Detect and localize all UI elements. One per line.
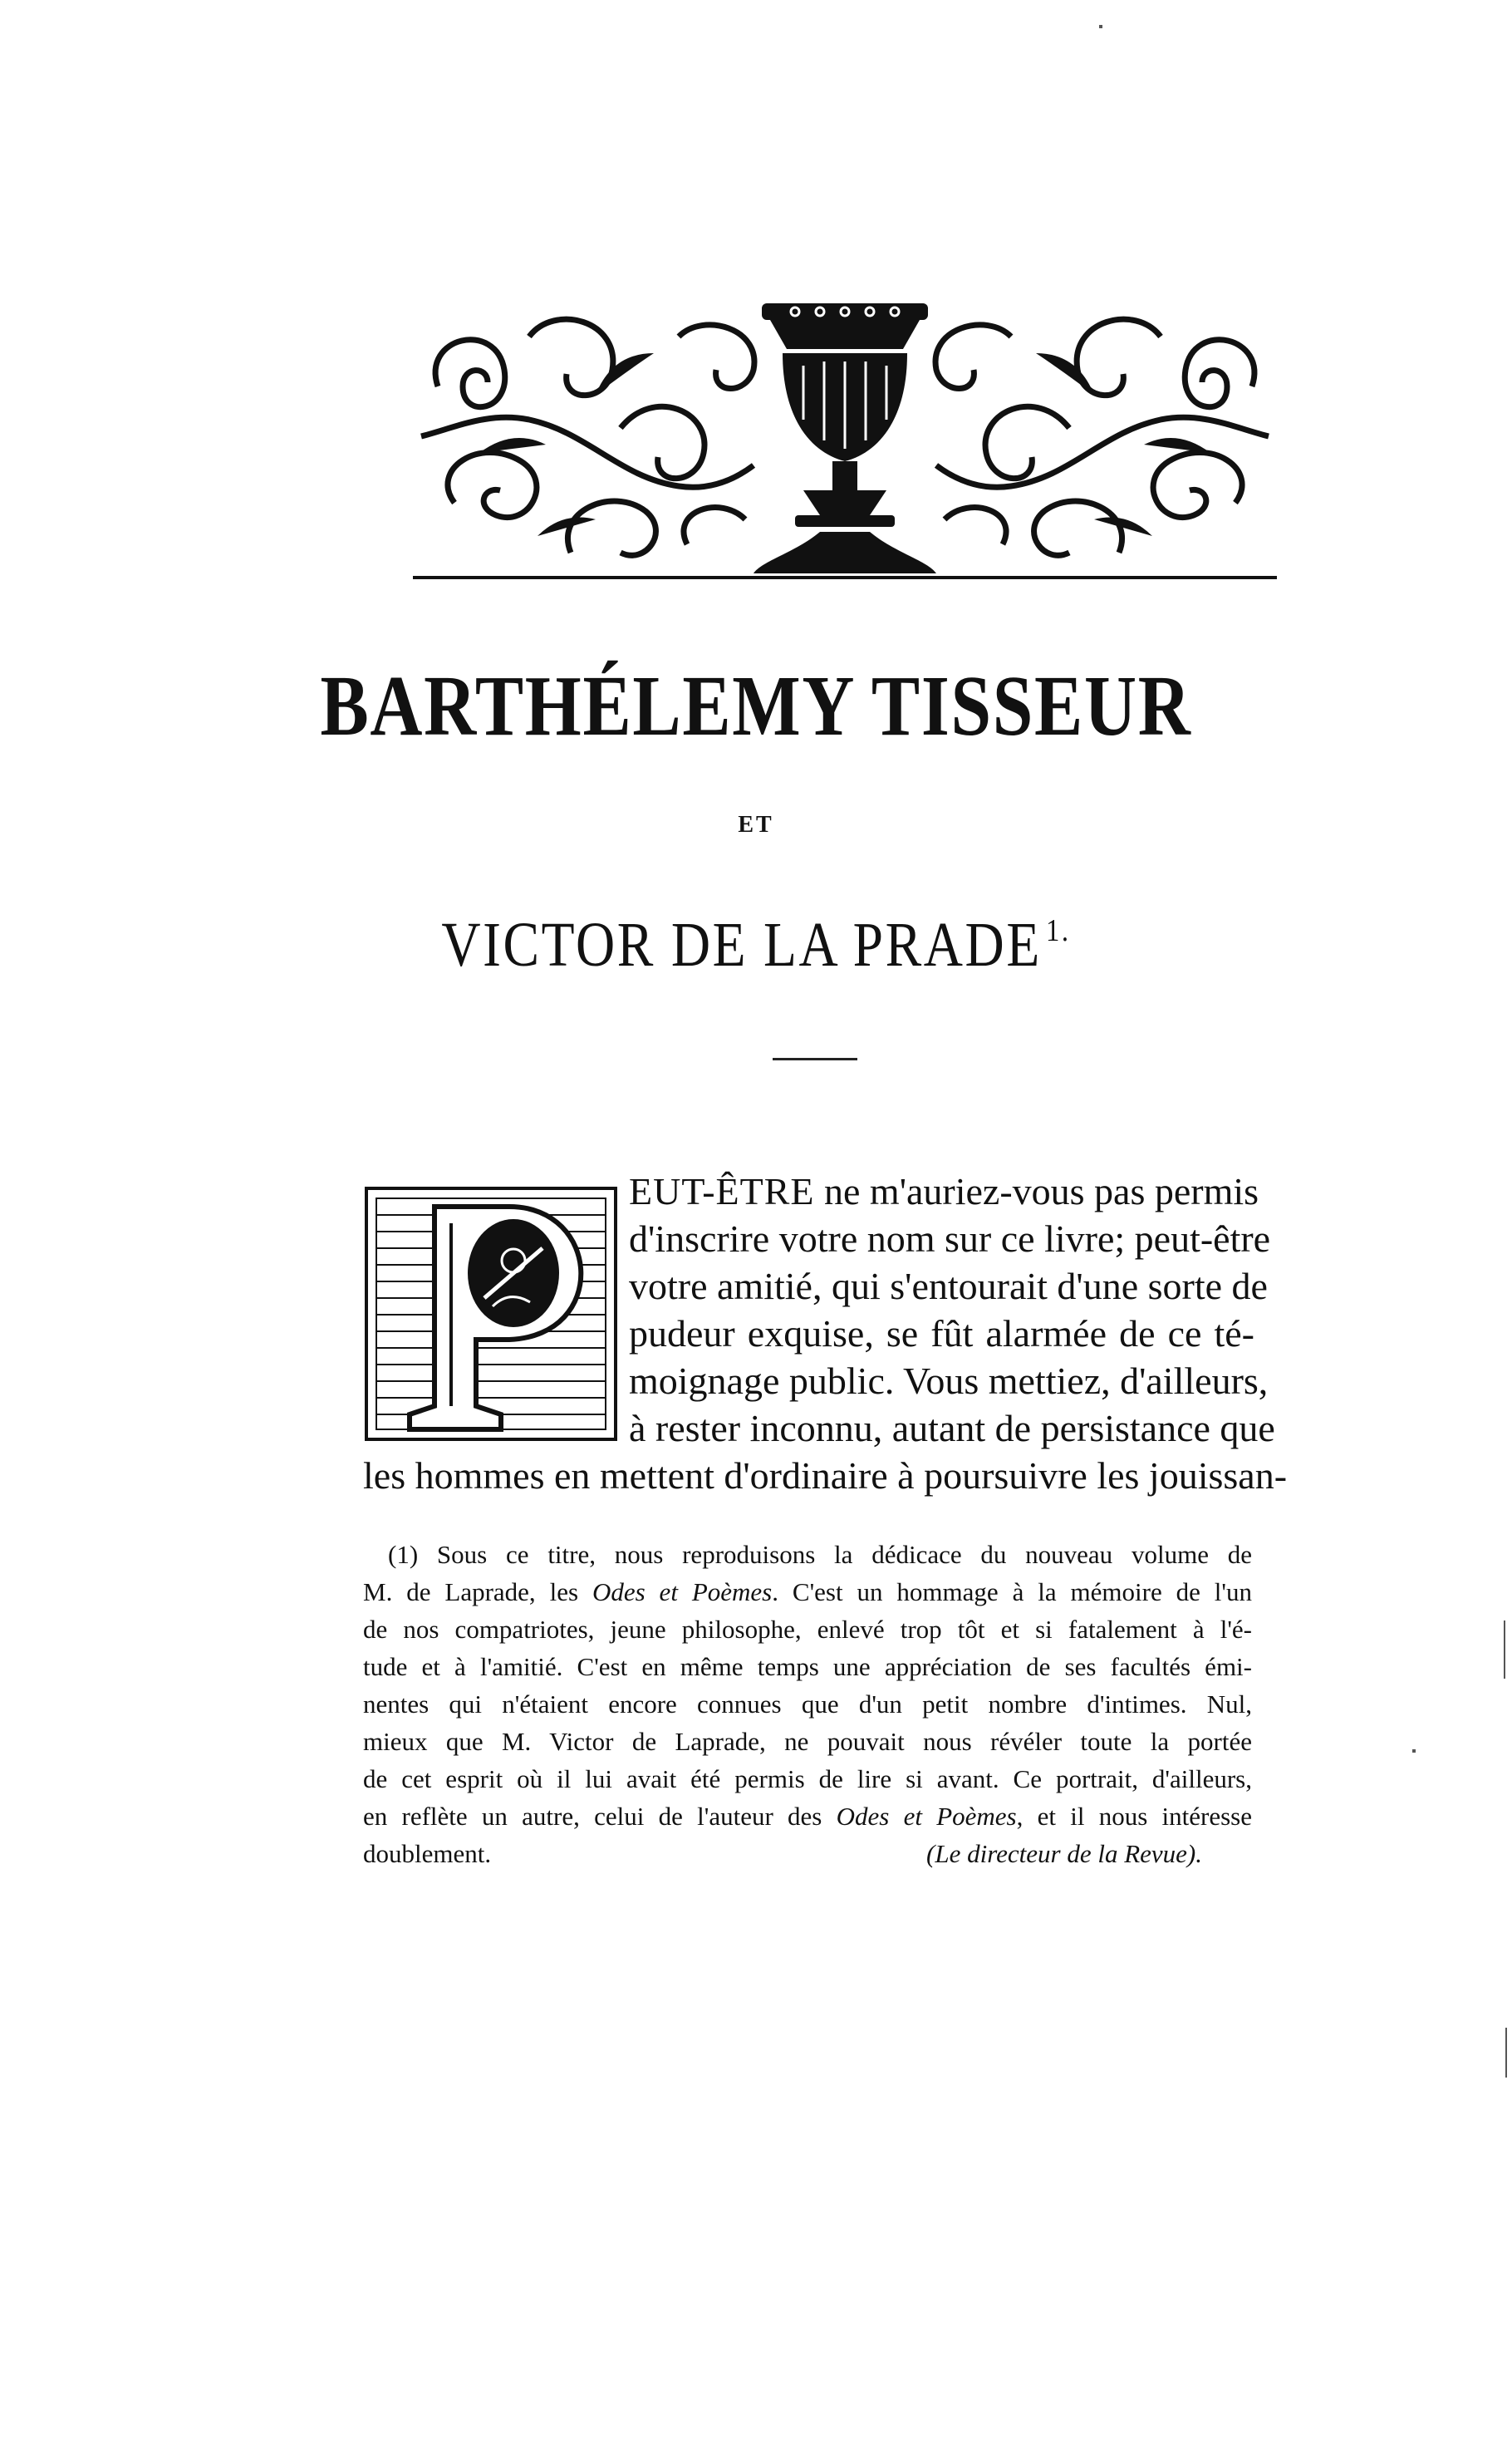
footnote-signature: (Le directeur de la Revue). bbox=[926, 1839, 1202, 1868]
opening-word: EUT-ÊTRE bbox=[629, 1170, 815, 1212]
footnote-line: (1) Sous ce titre, nous reproduisons la dédicace du nouveau volume de bbox=[388, 1540, 1252, 1569]
body-line: les hommes en mettent d'ordinaire à poursuivre les jouissan- bbox=[363, 1454, 1288, 1497]
body-line: pudeur exquise, se fût alarmée de ce té- bbox=[629, 1312, 1254, 1355]
footnote-line bbox=[363, 1573, 1252, 1611]
scan-speck bbox=[1412, 1749, 1416, 1753]
footnote-text: doublement. bbox=[363, 1839, 492, 1868]
book-title: Odes et Poèmes bbox=[592, 1577, 773, 1606]
section-divider bbox=[773, 1058, 857, 1060]
ornamental-vase-scroll-icon bbox=[405, 287, 1285, 594]
scan-speck bbox=[1504, 1620, 1505, 1679]
footnote-line: tude et à l'amitié. C'est en même temps une appréciation de ses facultés émi- bbox=[363, 1652, 1252, 1681]
body-line-text: ne m'auriez-vous pas permis bbox=[814, 1170, 1259, 1212]
subtitle-text: VICTOR DE LA PRADE bbox=[441, 910, 1042, 980]
drop-cap bbox=[360, 1182, 621, 1446]
body-line: d'inscrire votre nom sur ce livre; peut-être bbox=[629, 1217, 1271, 1260]
footnote-line: mieux que M. Victor de Laprade, ne pouvait nous révéler toute la portée bbox=[363, 1727, 1252, 1756]
footnote-line: nentes qui n'étaient encore connues que d'un petit nombre d'intimes. Nul, bbox=[363, 1689, 1252, 1719]
footnote-text: M. de Laprade, les bbox=[363, 1577, 592, 1606]
body-line: moignage public. Vous mettiez, d'ailleurs, bbox=[629, 1360, 1269, 1402]
body-line bbox=[629, 1168, 1259, 1215]
drop-cap-p-icon bbox=[360, 1182, 621, 1446]
footnote-line bbox=[363, 1835, 1252, 1872]
footnote-ref: 1. bbox=[1045, 913, 1071, 948]
page-subtitle bbox=[106, 893, 1406, 982]
ornamental-headpiece bbox=[405, 287, 1285, 594]
footnote-text: , et il nous intéresse bbox=[1016, 1802, 1253, 1831]
title-conjunction: ET bbox=[738, 812, 774, 838]
scan-speck bbox=[1505, 2028, 1507, 2078]
body-line: votre amitié, qui s'entourait d'une sorte de bbox=[629, 1265, 1268, 1307]
footnote-line: de nos compatriotes, jeune philosophe, enlevé trop tôt et si fatalement à l'é- bbox=[363, 1615, 1252, 1644]
book-title: Odes et Poèmes bbox=[836, 1802, 1017, 1831]
footnote-line: de cet esprit où il lui avait été permis de lire si avant. Ce portrait, d'ailleurs, bbox=[363, 1764, 1252, 1793]
scan-speck bbox=[1099, 25, 1102, 28]
page-title: BARTHÉLEMY TISSEUR bbox=[320, 658, 1192, 754]
footnote bbox=[363, 1536, 1252, 1872]
body-line: à rester inconnu, autant de persistance que bbox=[629, 1407, 1275, 1449]
footnote-text: en reflète un autre, celui de l'auteur des bbox=[363, 1802, 837, 1831]
footnote-text: . C'est un hommage à la mémoire de l'un bbox=[772, 1577, 1252, 1606]
footnote-line bbox=[363, 1797, 1252, 1835]
